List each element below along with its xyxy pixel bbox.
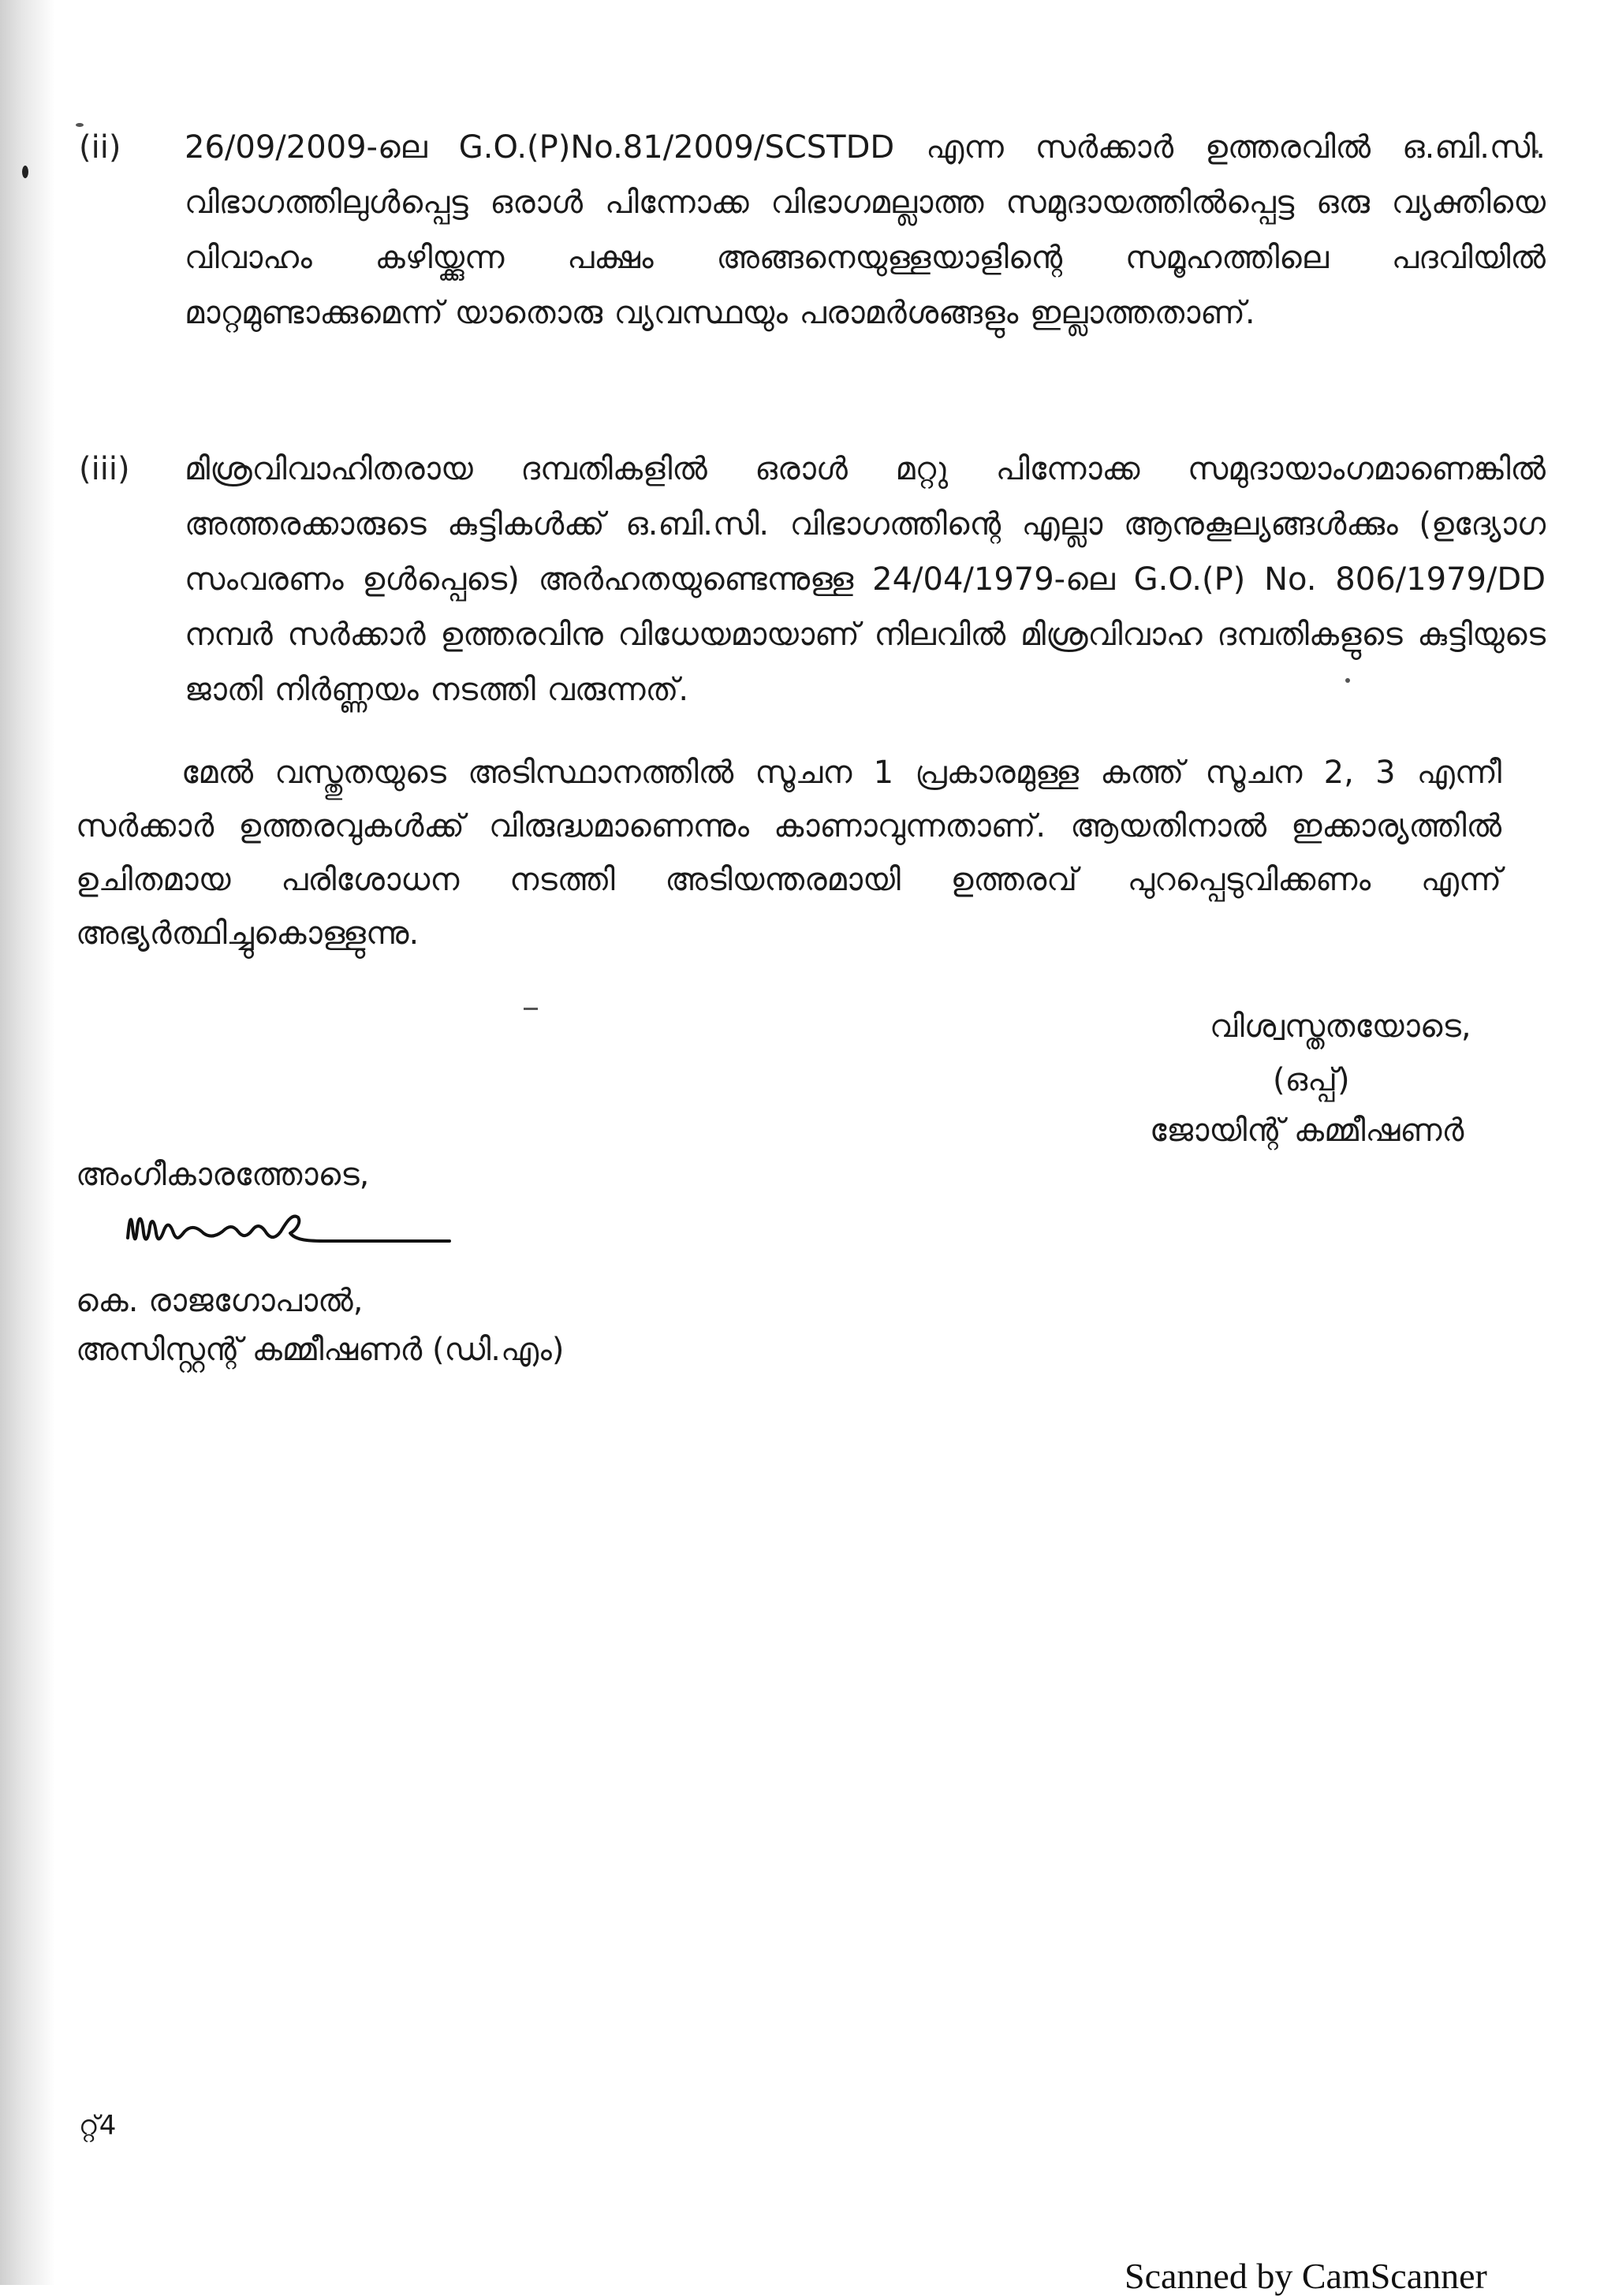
conclusion-paragraph: മേൽ വസ്തുതയുടെ അടിസ്ഥാനത്തിൽ സൂചന 1 പ്രകാരമുള്ള കത്ത് സൂചന 2, 3 എന്നീ സർക്കാർ ഉത്തരവുകൾക്ക് വിരുദ്ധമാണെന്നും കാണാവുന്നതാണ്. ആയതിനാൽ ഇക്കാര്യത്തിൽ ഉചിതമായ പരിശോധന നടത്തി അടിയന്തരമായി ഉത്തരവ് പുറപ്പെടുവിക്കണം എന്ന് അഭ്യർത്ഥിച്ചുകൊള്ളുന്നു. [76, 755, 1501, 952]
closing-signed: (ഒപ്പ്) [1273, 1062, 1350, 1098]
list-item-number: (iii) [79, 451, 130, 487]
scan-speck [22, 166, 28, 178]
closing-designation: ജോയിന്റ് കമ്മീഷണർ [1150, 1113, 1464, 1149]
scanner-watermark: Scanned by CamScanner [1125, 2256, 1487, 2296]
list-item-text: മിശ്രവിവാഹിതരായ ദമ്പതികളിൽ ഒരാൾ മറ്റു പിന്നോക്ക സമുദായാംഗമാണെങ്കിൽ അത്തരക്കാരുടെ കുട്ടികൾക്ക് ഒ.ബി.സി. വിഭാഗത്തിന്റെ എല്ലാ ആനുകൂല്യങ്ങൾക്കും (ഉദ്യോഗ സംവരണം ഉൾപ്പെടെ) അർഹതയുണ്ടെന്നുള്ള 24/04/1979-ലെ G.O.(P) No. 806/1979/DD നമ്പർ സർക്കാർ ഉത്തരവിനു വിധേയമായാണ് നിലവിൽ മിശ്രവിവാഹ ദമ്പതികളുടെ കുട്ടിയുടെ ജാതി നിർണ്ണയം നടത്തി വരുന്നത്. [185, 451, 1546, 708]
page-number: റ്റ്4 [79, 2110, 117, 2141]
signature [118, 1189, 465, 1268]
list-item-iii [79, 442, 1546, 710]
scan-speck [524, 1008, 538, 1010]
approver-designation: അസിസ്റ്റന്റ് കമ്മീഷണർ (ഡി.എം) [76, 1332, 565, 1368]
list-item-number: (ii) [79, 129, 121, 166]
approval-label: അംഗീകാരത്തോടെ, [76, 1157, 370, 1193]
approver-name: കെ. രാജഗോപാൽ, [76, 1283, 364, 1319]
list-item-text: 26/09/2009-ലെ G.O.(P)No.81/2009/SCSTDD എന്ന സർക്കാർ ഉത്തരവിൽ ഒ.ബി.സി. വിഭാഗത്തിലുൾപ്പെട്ട ഒരാൾ പിന്നോക്ക വിഭാഗമല്ലാത്ത സമുദായത്തിൽപ്പെട്ട ഒരു വ്യക്തിയെ വിവാഹം കഴിയ്ക്കുന്ന പക്ഷം അങ്ങനെയുള്ളയാളിന്റെ സമൂഹത്തിലെ പദവിയിൽ മാറ്റമുണ്ടാക്കുമെന്ന് യാതൊരു വ്യവസ്ഥയും പരാമർശങ്ങളും ഇല്ലാത്തതാണ്. [185, 129, 1546, 331]
scan-edge-shadow [0, 0, 55, 2285]
closing-salutation: വിശ്വസ്തതയോടെ, [1210, 1008, 1471, 1045]
list-item-ii [79, 120, 1546, 388]
